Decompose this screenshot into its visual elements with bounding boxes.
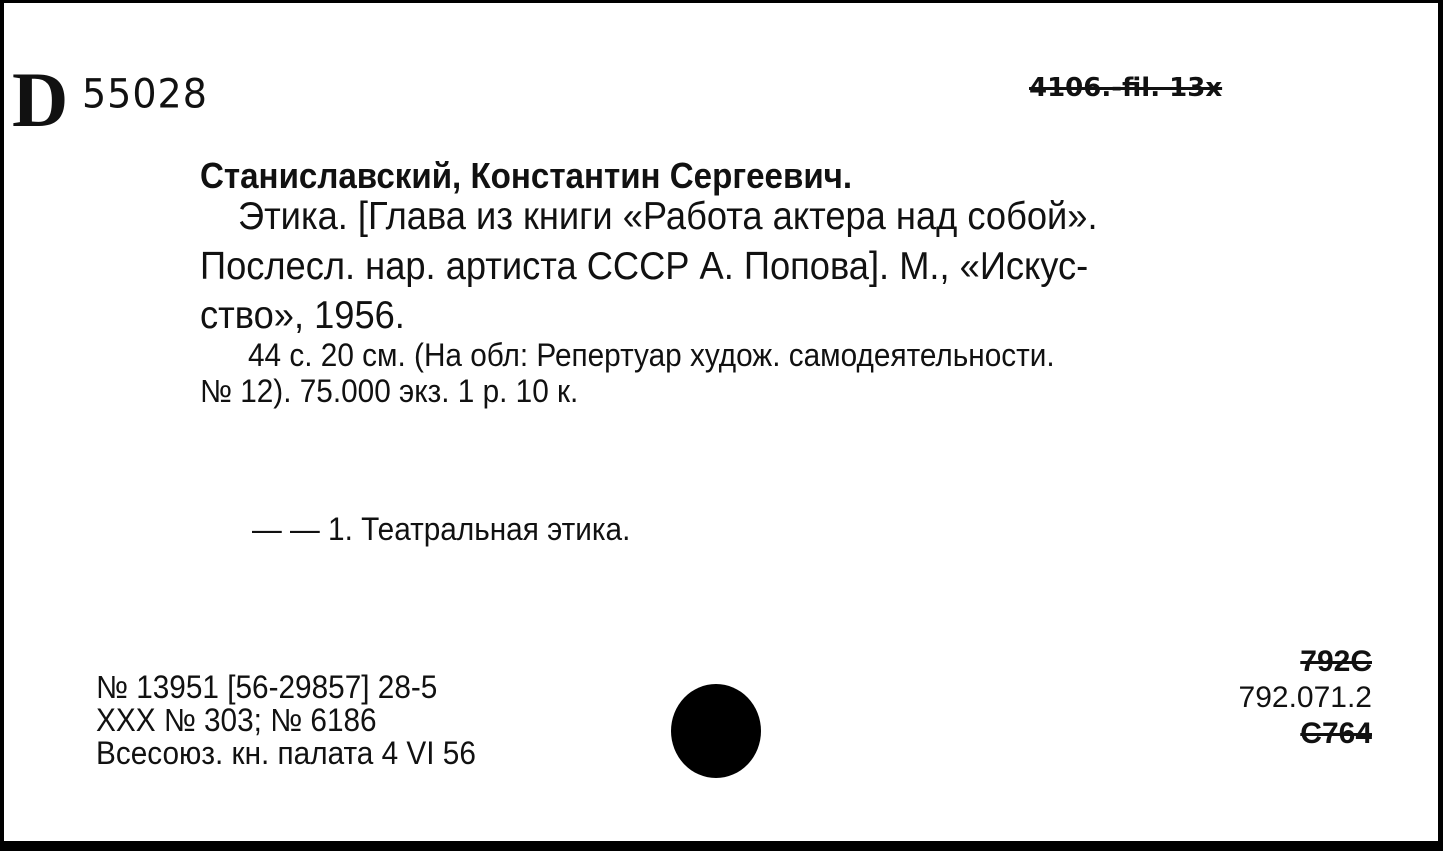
imprint-line: ство», 1956. bbox=[200, 294, 405, 337]
subject-tracing: — — 1. Театральная этика. bbox=[252, 511, 631, 547]
call-letter: D bbox=[12, 56, 69, 143]
publisher-chamber-line: Всесоюз. кн. палата 4 VI 56 bbox=[96, 735, 476, 771]
collation-line: 44 с. 20 см. (На обл: Репертуар худож. самодеятельности. bbox=[248, 337, 1055, 373]
title-line-1: Этика. [Глава из книги «Работа актера над собой». bbox=[238, 195, 1098, 238]
old-classification: 792C bbox=[1300, 645, 1372, 678]
punch-hole bbox=[671, 684, 761, 778]
print-info-line: XXX № 303; № 6186 bbox=[96, 702, 377, 738]
classification-code: 792.071.2 bbox=[1238, 681, 1372, 714]
author-heading: Станиславский, Константин Сергеевич. bbox=[200, 155, 853, 196]
record-number-line: № 13951 [56-29857] 28-5 bbox=[96, 669, 438, 705]
cutter-number: C764 bbox=[1300, 717, 1372, 750]
call-number: 55028 bbox=[82, 70, 208, 118]
catalog-card bbox=[4, 3, 1438, 841]
series-line: № 12). 75.000 экз. 1 р. 10 к. bbox=[200, 373, 579, 409]
struck-shelf-code: 4106.-fil. 13x bbox=[1029, 73, 1223, 103]
title-line-2: Послесл. нар. артиста СССР А. Попова]. М., «Искус- bbox=[200, 245, 1089, 288]
